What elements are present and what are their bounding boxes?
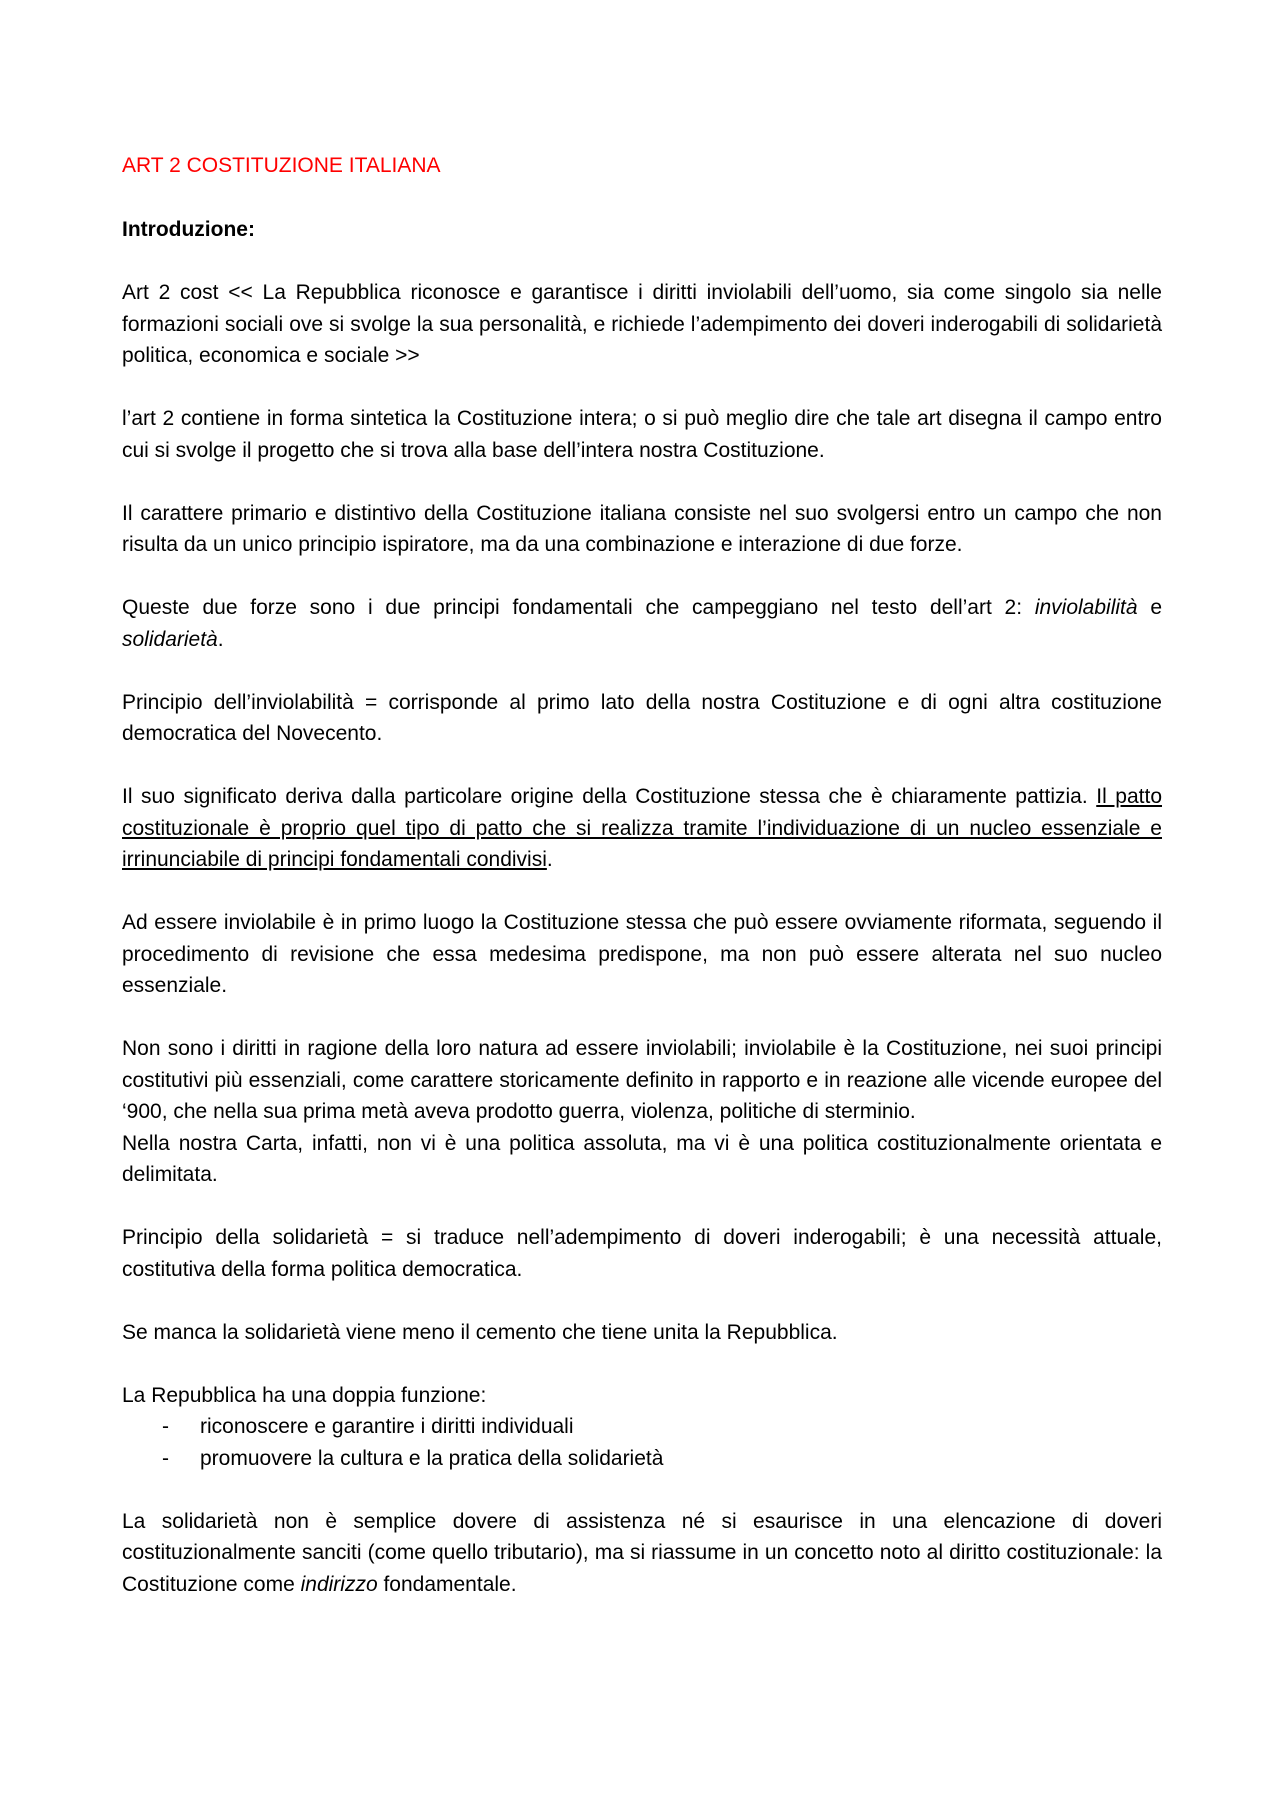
paragraph-solidarity-direction bbox=[122, 1506, 1162, 1601]
paragraph-summary: l’art 2 contiene in forma sintetica la Costituzione intera; o si può meglio dire che tale art disegna il campo entro cui si svolge il progetto che si trova alla base dell’intera nostra Costituzione. bbox=[122, 407, 1162, 462]
list-item bbox=[122, 1443, 1162, 1475]
paragraph-meaning-text: Il suo significato deriva dalla particolare origine della Costituzione stessa che è chiaramente pattizia. bbox=[122, 785, 1097, 808]
document-page bbox=[122, 150, 1162, 1632]
paragraph-charter-politics: Nella nostra Carta, infatti, non vi è una politica assoluta, ma vi è una politica costituzionalmente orientata e delimitata. bbox=[122, 1131, 1162, 1186]
paragraph-rights-nature: Non sono i diritti in ragione della loro natura ad essere inviolabili; inviolabile è la Costituzione, nei suoi principi costitutivi più essenziali, come carattere storicamente definito in rapporto e in reazione alle vicende europee del ‘900, che nella sua prima metà aveva prodotto guerra, violenza, politiche di sterminio. bbox=[122, 1037, 1162, 1123]
paragraph-two-forces-mid: e bbox=[1137, 596, 1162, 619]
section-heading: Introduzione: bbox=[122, 217, 255, 241]
paragraph-meaning bbox=[122, 781, 1162, 876]
underlined-pact-definition: Il patto costituzionale è proprio quel tipo di patto che si realizza tramite l’individuazione di un nucleo essenziale e irrinunciabile di principi fondamentali condivisi bbox=[122, 785, 1162, 871]
paragraph-inviolable-constitution: Ad essere inviolabile è in primo luogo la Costituzione stessa che può essere ovviamente riformata, seguendo il procedimento di revisione che essa medesima predispone, ma non può essere alterata nel suo nucleo essenziale. bbox=[122, 911, 1162, 997]
list-item-text: riconoscere e garantire i diritti individuali bbox=[200, 1415, 574, 1438]
paragraph-solidarity-direction-end: fondamentale. bbox=[377, 1572, 517, 1596]
paragraph-solidarity-direction-text: La solidarietà non è semplice dovere di assistenza né si esaurisce in una elencazione di doveri costituzionalmente sanciti (come quello tributario), ma si riassume in un concetto noto al diritto costituzionale: la Costituzione come bbox=[122, 1509, 1162, 1596]
paragraph-art2-quote: Art 2 cost << La Repubblica riconosce e garantisce i diritti inviolabili dell’uomo, sia come singolo sia nelle formazioni sociali ove si svolge la sua personalità, e richiede l’adempimento dei doveri inderogabili di solidarietà politica, economica e sociale >> bbox=[122, 281, 1162, 367]
paragraph-inviolability-principle: Principio dell’inviolabilità = corrisponde al primo lato della nostra Costituzione e di ogni altra costituzione democratica del Novecento. bbox=[122, 690, 1162, 745]
list-dash: - bbox=[162, 1415, 169, 1438]
document-title: ART 2 COSTITUZIONE ITALIANA bbox=[122, 154, 441, 177]
list-item bbox=[122, 1411, 1162, 1443]
emphasis-inviolabilita: inviolabilità bbox=[1034, 596, 1138, 619]
paragraph-two-forces-text: Queste due forze sono i due principi fondamentali che campeggiano nel testo dell’art 2: bbox=[122, 596, 1035, 619]
emphasis-solidarieta: solidarietà bbox=[122, 627, 218, 651]
paragraph-character: Il carattere primario e distintivo della Costituzione italiana consiste nel suo svolgersi entro un campo che non risulta da un unico principio ispiratore, ma da una combinazione e interazione di due forze. bbox=[122, 501, 1162, 556]
paragraph-two-forces-end: . bbox=[217, 627, 224, 651]
paragraph-meaning-end: . bbox=[546, 848, 553, 871]
paragraph-solidarity-cement: Se manca la solidarietà viene meno il cemento che tiene unita la Repubblica. bbox=[122, 1320, 838, 1344]
emphasis-indirizzo: indirizzo bbox=[300, 1572, 378, 1596]
function-list bbox=[122, 1411, 1162, 1474]
list-dash: - bbox=[162, 1446, 169, 1470]
paragraph-solidarity-principle: Principio della solidarietà = si traduce nell’adempimento di doveri inderogabili; è una necessità attuale, costitutiva della forma politica democratica. bbox=[122, 1226, 1162, 1281]
paragraph-two-forces bbox=[122, 592, 1162, 655]
list-item-text: promuovere la cultura e la pratica della solidarietà bbox=[200, 1446, 664, 1470]
paragraph-double-function: La Repubblica ha una doppia funzione: bbox=[122, 1383, 487, 1407]
